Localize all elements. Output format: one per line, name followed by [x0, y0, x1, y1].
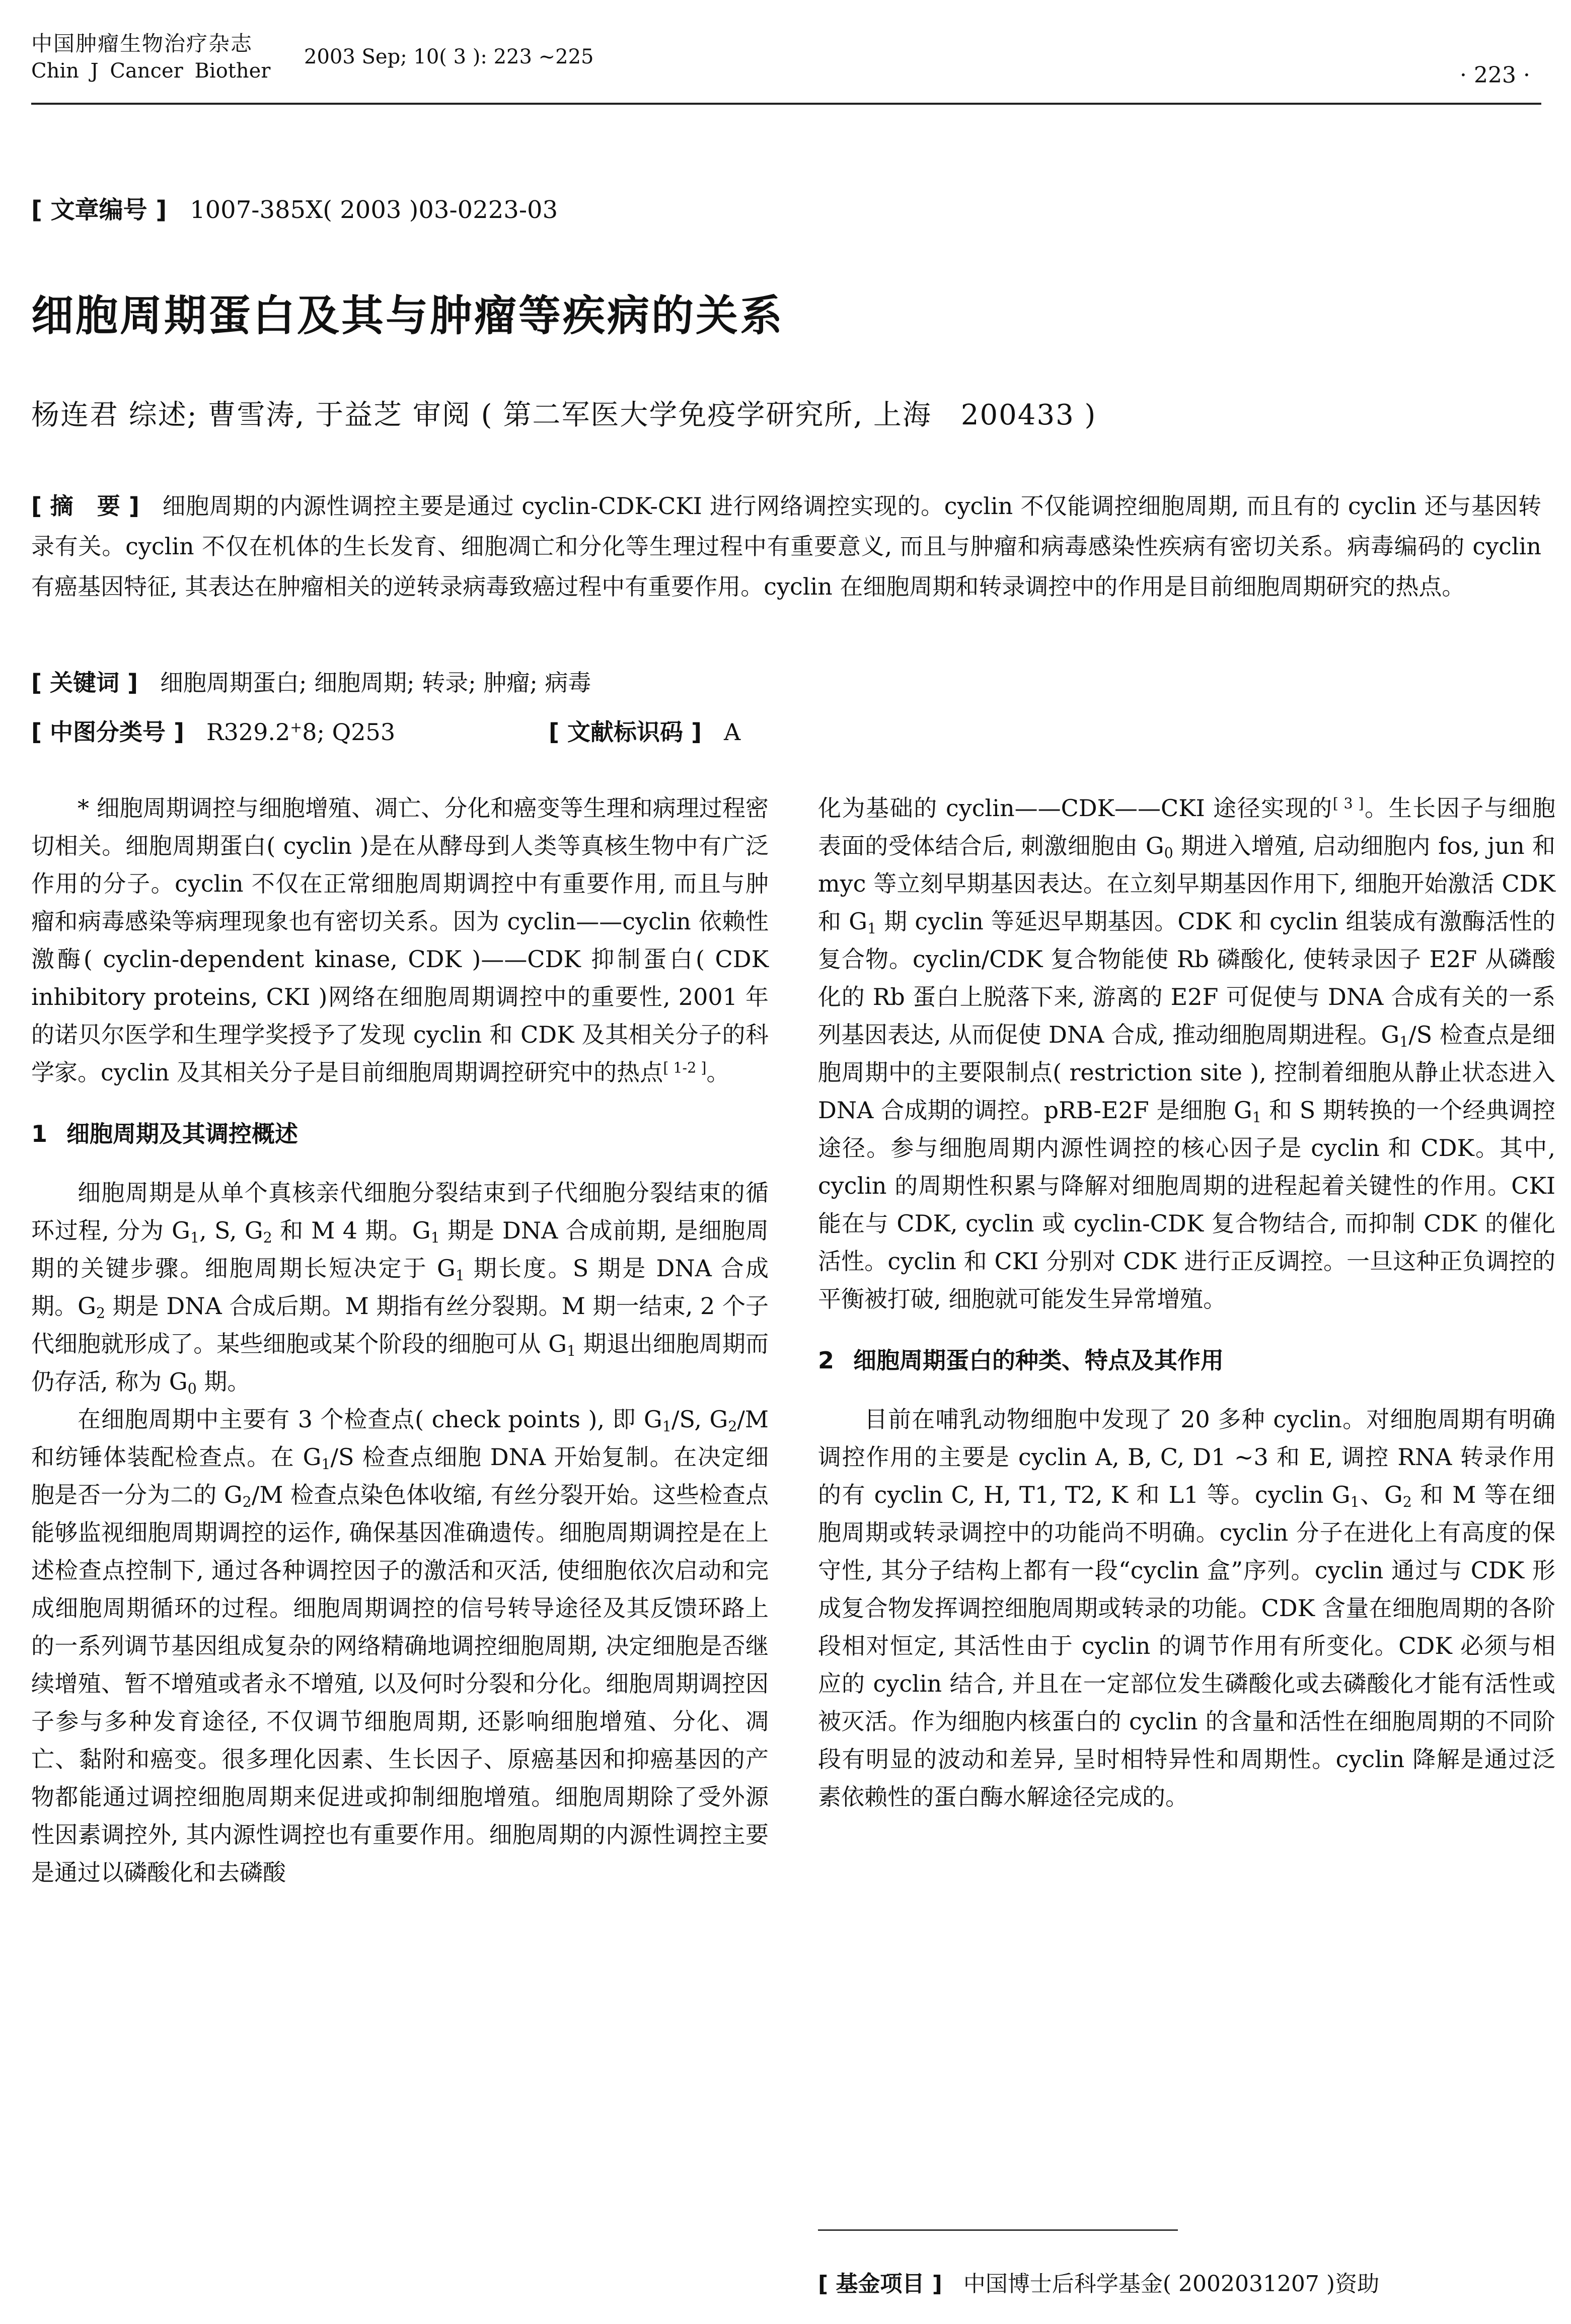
classification-label: [ 中图分类号 ]: [31, 718, 185, 746]
keywords: [31, 665, 591, 698]
funding-note: [818, 2266, 1379, 2298]
author-line: 杨连君 综述; 曹雪涛, 于益芝 审阅 ( 第二军医大学免疫学研究所, 上海 200433 ): [31, 399, 1097, 431]
article-title: 细胞周期蛋白及其与肿瘤等疾病的关系: [31, 291, 785, 340]
intro-paragraph: * 细胞周期调控与细胞增殖、凋亡、分化和癌变等生理和病理过程密切相关。细胞周期蛋白( cyclin )是在从酵母到人类等真核生物中有广泛作用的分子。cyclin 不仅在正常细胞周期调控中有重要作用, 而且与肿瘤和病毒感染等病理现象也有密切关系。因为 cyclin——cyclin 依赖性激酶( cyclin-dependent kinase, CDK )——CDK 抑制蛋白( CDK inhibitory proteins, CKI )网络在细胞周期调控中的重要性, 2001 年的诺贝尔医学和生理学奖授予了发现 cyclin 和 CDK 及其相关分子的科学家。cyclin 及其相关分子是目前细胞周期调控研究中的热点[ 1-2 ]。: [31, 794, 769, 1086]
body-paragraph: 细胞周期是从单个真核亲代细胞分裂结束到子代细胞分裂结束的循环过程, 分为 $G_1$, S, $G_2$ 和 M 4 期。$G_1$ 期是 DNA 合成前期, 是细胞周期的关键步骤。细胞周期长短决定于 $G_1$ 期长度。S 期是 DNA 合成期。$G_2$ 期是 DNA 合成后期。M 期指有丝分裂期。M 期一结束, 2 个子代细胞就形成了。某些细胞或某个阶段的细胞可从 $G_1$ 期退出细胞周期而仍存活, 称为 $G_0$ 期。: [31, 1179, 769, 1397]
footnote-rule: [818, 2229, 1178, 2231]
section-number: 2: [818, 1347, 835, 1374]
journal-title-en: Chin J Cancer Biother: [31, 59, 271, 83]
section-number: 1: [31, 1120, 48, 1147]
classification-value: R329.2+8; Q253: [206, 718, 396, 746]
abstract-label: [ 摘 要 ]: [31, 492, 139, 520]
article-number-label: [ 文章编号 ]: [31, 196, 167, 224]
funding-label: [ 基金项目 ]: [818, 2271, 942, 2297]
body-paragraph: 化为基础的 cyclin——CDK——CKI 途径实现的[ 3 ]。生长因子与细胞表面的受体结合后, 刺激细胞由 $G_0$ 期进入增殖, 启动细胞内 fos, jun 和 myc 等立刻早期基因表达。在立刻早期基因作用下, 细胞开始激活 CDK 和 $G_1$ 期 cyclin 等延迟早期基因。CDK 和 cyclin 组装成有激酶活性的复合物。cyclin/CDK 复合物能使 Rb 磷酸化, 使转录因子 E2F 从磷酸化的 Rb 蛋白上脱落下来, 游离的 E2F 可促使与 DNA 合成有关的一系列基因表达, 从而促使 DNA 合成, 推动细胞周期进程。$G_1/S$ 检查点是细胞周期中的主要限制点( restriction site ), 控制着细胞从静止状态进入 DNA 合成期的调控。pRB-E2F 是细胞 $G_1$ 和 S 期转换的一个经典调控途径。参与细胞周期内源性调控的核心因子是 cyclin 和 CDK。其中, cyclin 的周期性积累与降解对细胞周期的进程起着关键性的作用。CKI 能在与 CDK, cyclin 或 cyclin-CDK 复合物结合, 而抑制 CDK 的催化活性。cyclin 和 CKI 分别对 CDK 进行正反调控。一旦这种正负调控的平衡被打破, 细胞就可能发生异常增殖。: [818, 794, 1555, 1313]
section-heading-1: [31, 1119, 769, 1149]
classification-code: [31, 714, 395, 747]
abstract-text: 细胞周期的内源性调控主要是通过 cyclin-CDK-CKI 进行网络调控实现的。cyclin 不仅能调控细胞周期, 而且有的 cyclin 还与基因转录有关。cyclin 不仅在机体的生长发育、细胞凋亡和分化等生理过程中有重要意义, 而且与肿瘤和病毒感染性疾病有密切关系。病毒编码的 cyclin 有癌基因特征, 其表达在肿瘤相关的逆转录病毒致癌过程中有重要作用。cyclin 在细胞周期和转录调控中的作用是目前细胞周期研究的热点。: [31, 492, 1541, 600]
journal-title-cn: 中国肿瘤生物治疗杂志: [31, 31, 253, 56]
volume-info: 2003 Sep; 10( 3 ): 223 ~225: [304, 45, 594, 68]
section-title: 细胞周期及其调控概述: [66, 1120, 298, 1147]
body-paragraph: 目前在哺乳动物细胞中发现了 20 多种 cyclin。对细胞周期有明确调控作用的主要是 cyclin A, B, C, D1 ~3 和 E, 调控 RNA 转录作用的有 cyclin C, H, T1, T2, K 和 L1 等。cyclin $G_1$、$G_2$ 和 M 等在细胞周期或转录调控中的功能尚不明确。cyclin 分子在进化上有高度的保守性, 其分子结构上都有一段“cyclin 盒”序列。cyclin 通过与 CDK 形成复合物发挥调控细胞周期或转录的功能。CDK 含量在细胞周期的各阶段相对恒定, 其活性由于 cyclin 的调节作用有所变化。CDK 必须与相应的 cyclin 结合, 并且在一定部位发生磷酸化或去磷酸化才能有活性或被灭活。作为细胞内核蛋白的 cyclin 的含量和活性在细胞周期的不同阶段有明显的波动和差异, 呈时相特异性和周期性。cyclin 降解是通过泛素依赖性的蛋白酶水解途径完成的。: [818, 1406, 1556, 1810]
body-paragraph: 在细胞周期中主要有 3 个检查点( check points ), 即 $G_1/S$, $G_2/M$ 和纺锤体装配检查点。在 $G_1/S$ 检查点细胞 DNA 开始复制。在决定细胞是否一分为二的 $G_2/M$ 检查点染色体收缩, 有丝分裂开始。这些检查点能够监视细胞周期调控的运作, 确保基因准确遗传。细胞周期调控是在上述检查点控制下, 通过各种调控因子的激活和灭活, 使细胞依次启动和完成细胞周期循环的过程。细胞周期调控的信号转导途径及其反馈环路上的一系列调节基因组成复杂的网络精确地调控细胞周期, 决定细胞是否继续增殖、暂不增殖或者永不增殖, 以及何时分裂和分化。细胞周期调控因子参与多种发育途径, 不仅调节细胞周期, 还影响细胞增殖、分化、凋亡、黏附和癌变。很多理化因素、生长因子、原癌基因和抑癌基因的产物都能通过调控细胞周期来促进或抑制细胞增殖。细胞周期除了受外源性因素调控外, 其内源性调控也有重要作用。细胞周期的内源性调控主要是通过以磷酸化和去磷酸: [31, 1406, 769, 1886]
abstract: [31, 486, 1541, 607]
article-number-value: 1007-385X( 2003 )03-0223-03: [190, 196, 558, 224]
page-number: · 223 ·: [1460, 62, 1530, 88]
section-title: 细胞周期蛋白的种类、特点及其作用: [853, 1347, 1224, 1374]
document-code: [549, 714, 740, 747]
body-column-left: [31, 789, 769, 1892]
document-code-value: A: [723, 718, 741, 746]
body-column-right: [818, 789, 1555, 1816]
section-heading-2: [818, 1345, 1555, 1375]
header-rule: [31, 103, 1541, 105]
article-number: [31, 190, 558, 225]
document-code-label: [ 文献标识码 ]: [549, 718, 702, 746]
keywords-label: [ 关键词 ]: [31, 669, 138, 696]
funding-text: 中国博士后科学基金( 2002031207 )资助: [963, 2271, 1380, 2297]
keywords-text: 细胞周期蛋白; 细胞周期; 转录; 肿瘤; 病毒: [160, 669, 591, 696]
